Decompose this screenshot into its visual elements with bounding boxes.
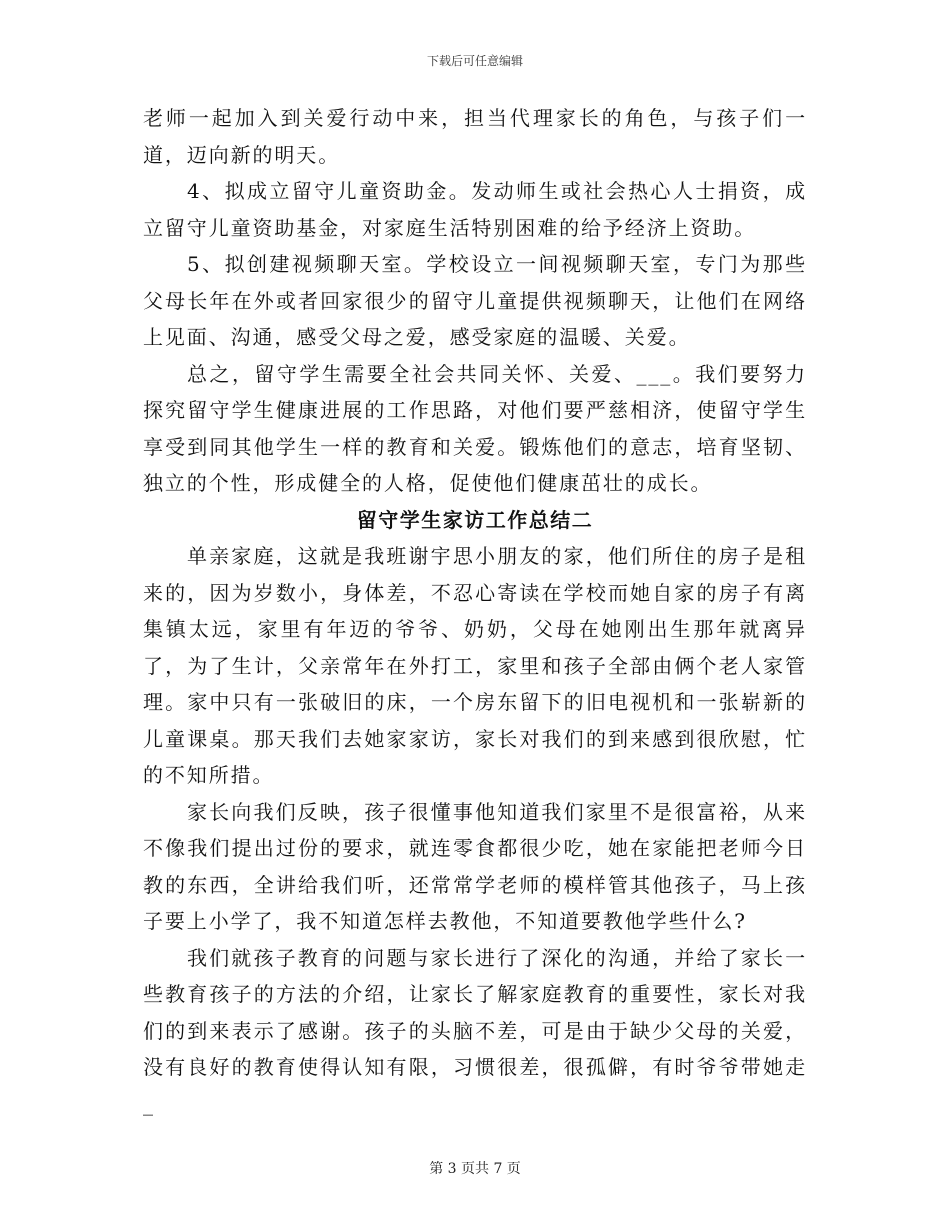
paragraph: 我们就孩子教育的问题与家长进行了深化的沟通，并给了家长一些教育孩子的方法的介绍，让家长了解家庭教育的重要性，家长对我们的到来表示了感谢。孩子的头脑不差，可是由于缺少父母的关爱，没有良好的教育使得认知有限，习惯很差，很孤僻，有时爷爷带她走_ [143, 945, 807, 1116]
paragraph: 4、拟成立留守儿童资助金。发动师生或社会热心人士捐资，成立留守儿童资助基金，对家庭生活特别困难的给予经济上资助。 [143, 179, 807, 240]
paragraph: 家长向我们反映，孩子很懂事他知道我们家里不是很富裕，从来不像我们提出过份的要求，就连零食都很少吃，她在家能把老师今日教的东西，全讲给我们听，还常常学老师的模样管其他孩子，马上孩子要上小学了，我不知道怎样去教他，不知道要教他学些什么? [143, 799, 807, 933]
page-header: 下载后可任意编辑 [426, 54, 523, 68]
paragraph: 5、拟创建视频聊天室。学校设立一间视频聊天室，专门为那些父母长年在外或者回家很少的留守儿童提供视频聊天，让他们在网络上见面、沟通，感受父母之爱，感受家庭的温暖、关爱。 [143, 252, 807, 349]
paragraph: 单亲家庭，这就是我班谢宇思小朋友的家，他们所住的房子是租来的，因为岁数小，身体差，不忍心寄读在学校而她自家的房子有离集镇太远，家里有年迈的爷爷、奶奶，父母在她刚出生那年就离异了，为了生计，父亲常年在外打工，家里和孩子全部由俩个老人家管理。家中只有一张破旧的床，一个房东留下的旧电视机和一张崭新的儿童课桌。那天我们去她家家访，家长对我们的到来感到很欣慰，忙的不知所措。 [143, 544, 807, 787]
paragraph: 老师一起加入到关爱行动中来，担当代理家长的角色，与孩子们一道，迈向新的明天。 [143, 106, 807, 167]
section-title: 留守学生家访工作总结二 [356, 507, 594, 532]
paragraph: 总之，留守学生需要全社会共同关怀、关爱、___。我们要努力探究留守学生健康进展的工作思路，对他们要严慈相济，使留守学生享受到同其他学生一样的教育和关爱。锻炼他们的意志，培育坚韧、独立的个性，形成健全的人格，促使他们健康茁壮的成长。 [143, 361, 807, 495]
document-body [143, 100, 807, 1122]
page-footer: 第 3 页共 7 页 [429, 1161, 521, 1177]
